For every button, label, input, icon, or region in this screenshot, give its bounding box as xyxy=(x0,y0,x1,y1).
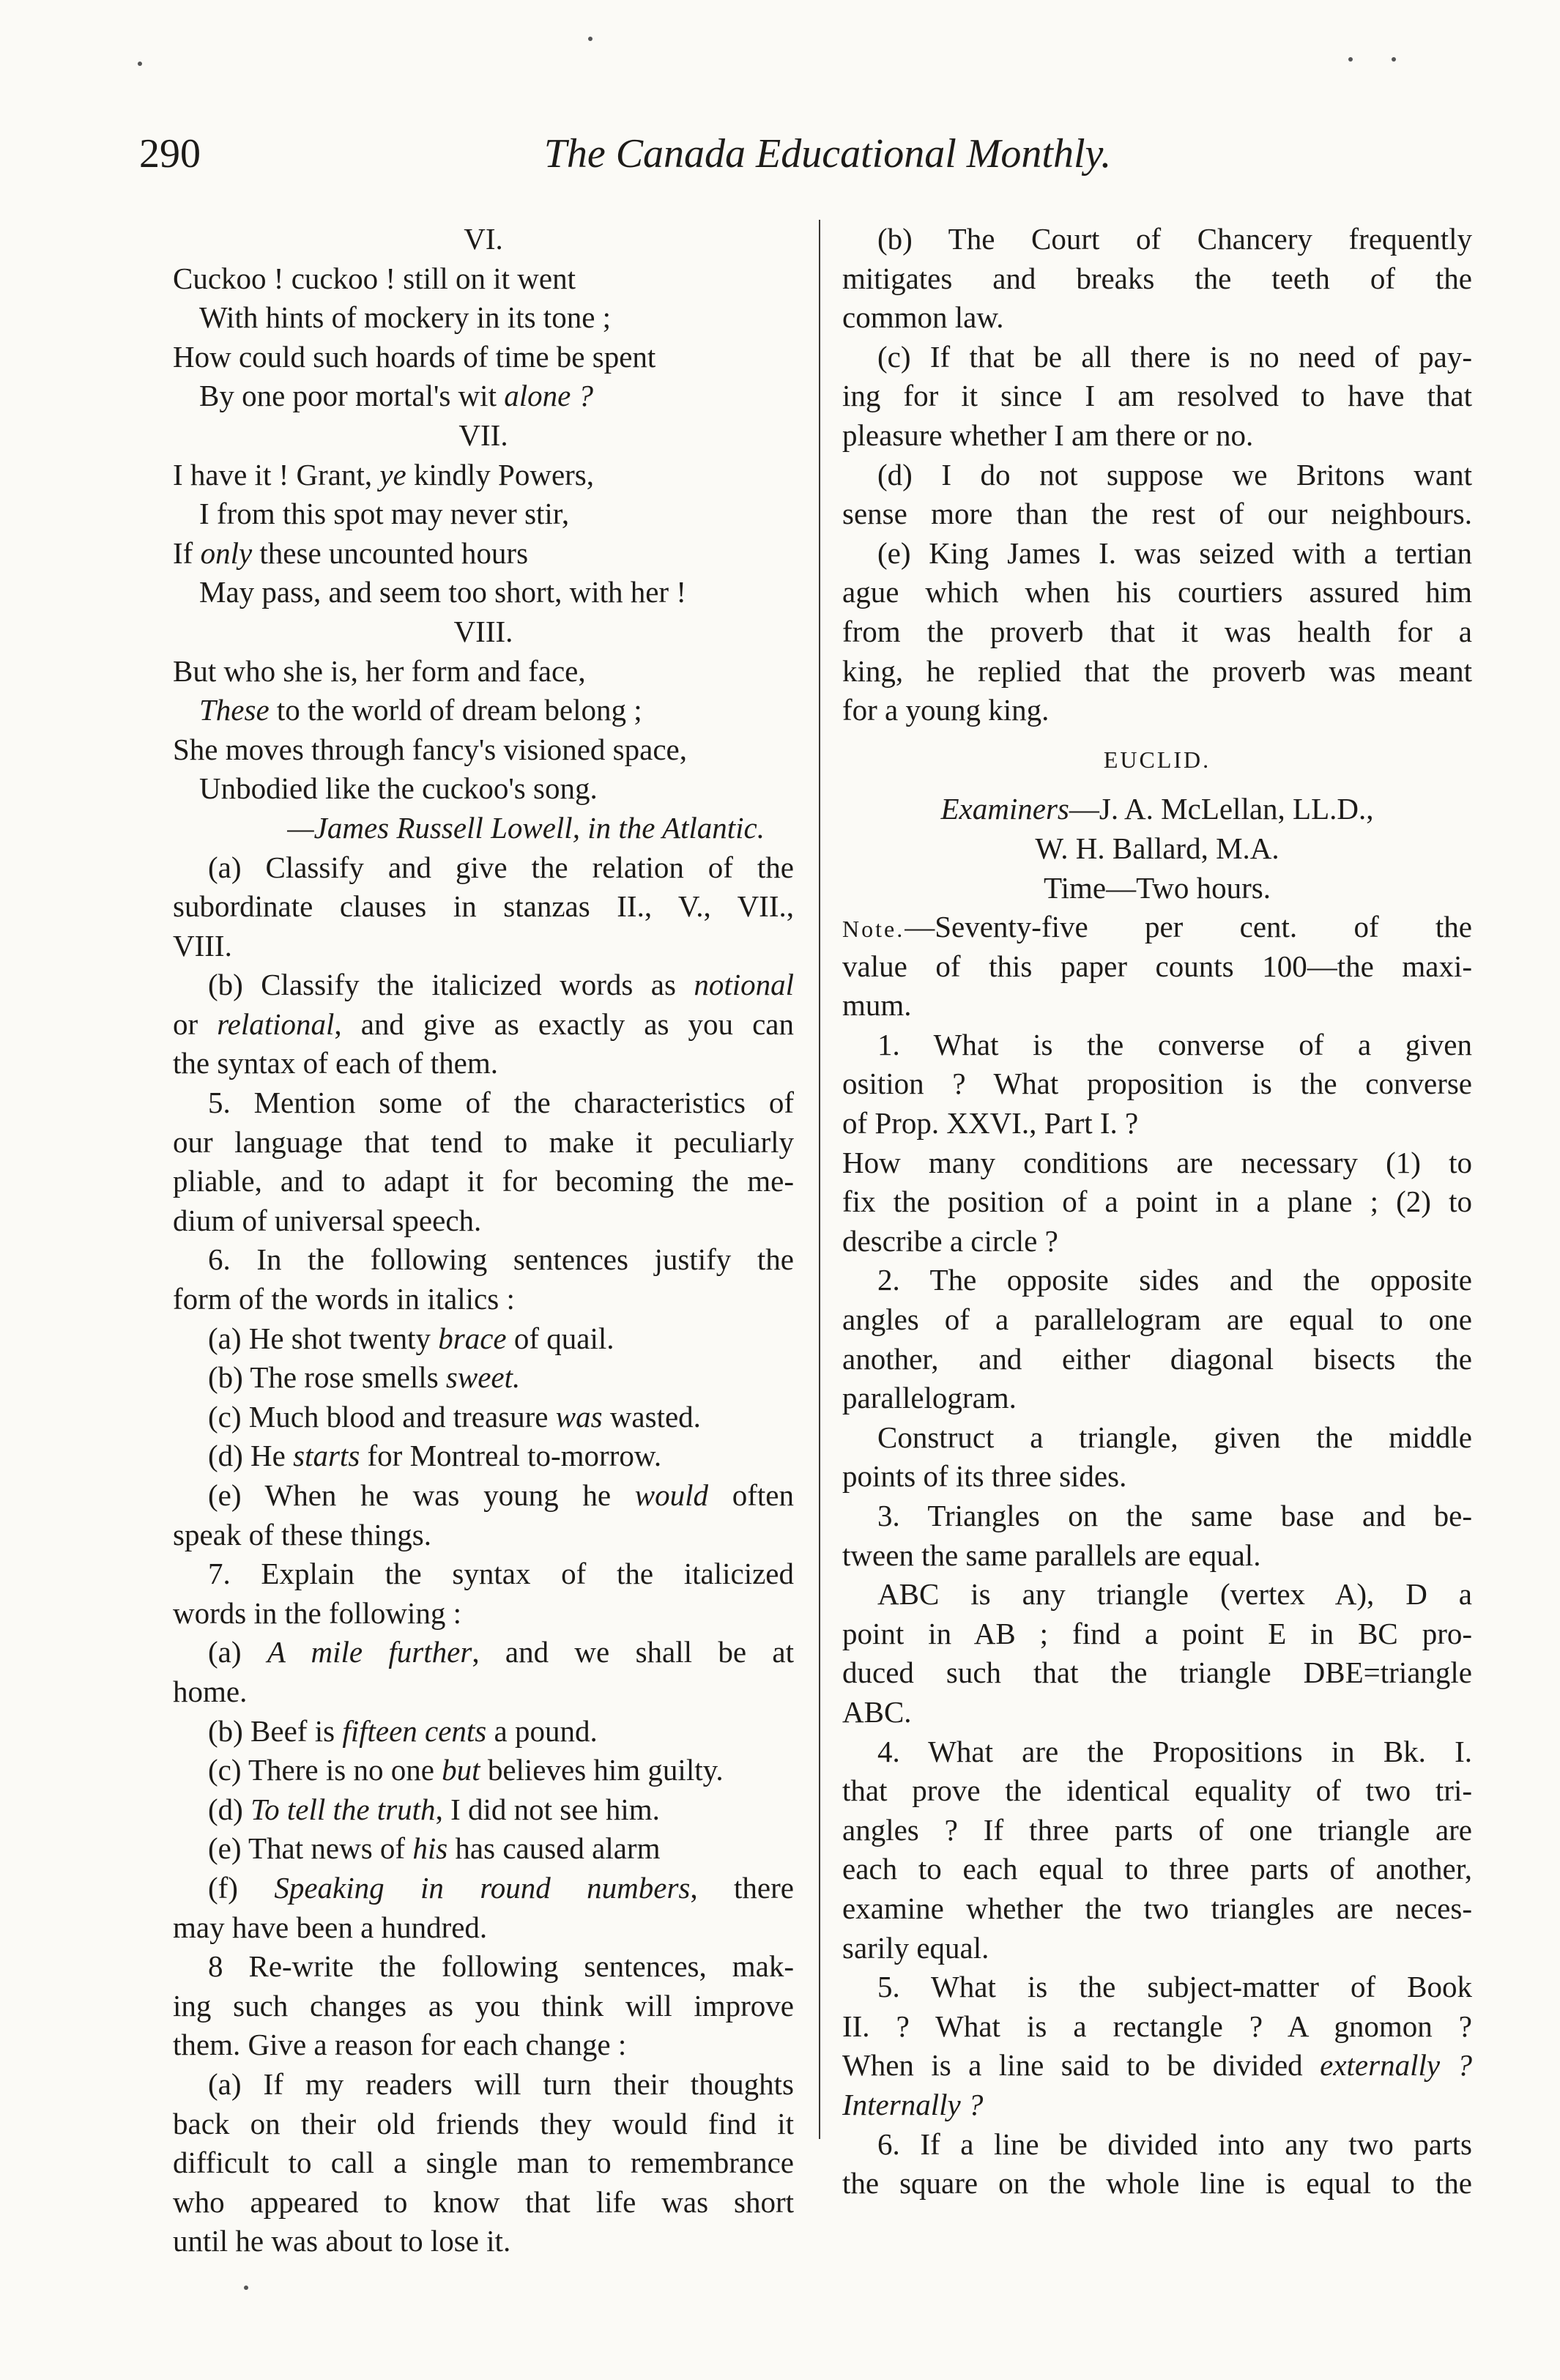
question-line: describe a circle ? xyxy=(842,1223,1058,1258)
scan-speck xyxy=(244,2286,248,2290)
scan-speck xyxy=(138,62,142,66)
poem-line: She moves through fancy's visioned space, xyxy=(173,732,687,766)
question-line: king, he replied that the proverb was meant xyxy=(842,653,1472,688)
question-line: home. xyxy=(173,1674,248,1708)
question-line: each to each equal to three parts of another, xyxy=(842,1852,1472,1886)
poem-line: May pass, and seem too short, with her ! xyxy=(199,575,686,609)
question-line: until he was about to lose it. xyxy=(173,2224,511,2258)
question-line: angles ? If three parts of one triangle are xyxy=(842,1812,1472,1847)
poem-line: Cuckoo ! cuckoo ! still on it went xyxy=(173,261,576,295)
question-line: ague which when his courtiers assured him xyxy=(842,575,1472,609)
question-line: VIII. xyxy=(173,928,232,963)
question-line: ABC. xyxy=(842,1694,912,1729)
question-line: difficult to call a single man to remembrance xyxy=(173,2146,794,2180)
poem-attribution: —James Russell Lowell, in the Atlantic. xyxy=(287,810,765,845)
poem-line: These to the world of dream belong ; xyxy=(199,693,642,727)
poem-line: With hints of mockery in its tone ; xyxy=(199,300,612,335)
poem-line: How could such hoards of time be spent xyxy=(173,339,656,374)
question-line: examine whether the two triangles are neces- xyxy=(842,1891,1472,1925)
examiners-line: Examiners—J. A. McLellan, LL.D., xyxy=(940,792,1374,826)
question-line: sense more than the rest of our neighbours. xyxy=(842,497,1472,531)
page-number: 290 xyxy=(139,131,201,177)
note-line: Note.—Seventy-five per cent. of the xyxy=(842,910,1472,944)
question-line: Construct a triangle, given the middle xyxy=(877,1420,1472,1454)
question-line: How many conditions are necessary (1) to xyxy=(842,1145,1472,1179)
question-line: mitigates and breaks the teeth of the xyxy=(842,261,1472,295)
question-line: (f) Speaking in round numbers, there xyxy=(208,1870,794,1905)
question-line: (d) I do not suppose we Britons want xyxy=(877,457,1472,492)
question-line: tween the same parallels are equal. xyxy=(842,1538,1261,1572)
question-line: sarily equal. xyxy=(842,1930,989,1965)
question-line: subordinate clauses in stanzas II., V., VII., xyxy=(173,889,794,924)
scan-speck xyxy=(1392,57,1396,62)
scan-speck xyxy=(1348,57,1353,62)
question-line: points of its three sides. xyxy=(842,1459,1127,1494)
question-line: (e) King James I. was seized with a tertian xyxy=(877,535,1472,570)
question-line: (d) He starts for Montreal to-morrow. xyxy=(208,1439,662,1473)
examiners-line: W. H. Ballard, M.A. xyxy=(1035,831,1279,865)
question-line: ing for it since I am resolved to have that xyxy=(842,379,1472,413)
scan-speck xyxy=(588,37,593,41)
question-line: speak of these things. xyxy=(173,1517,431,1552)
poem-line: If only these uncounted hours xyxy=(173,535,529,570)
question-line: II. ? What is a rectangle ? A gnomon ? xyxy=(842,2009,1472,2043)
question-line: our language that tend to make it peculiarly xyxy=(173,1124,794,1159)
left-column xyxy=(173,220,794,2261)
question-line: common law. xyxy=(842,300,1004,335)
question-line: may have been a hundred. xyxy=(173,1910,488,1944)
question-line: who appeared to know that life was short xyxy=(173,2184,794,2219)
question-line: form of the words in italics : xyxy=(173,1282,515,1316)
question-line: (b) The rose smells sweet. xyxy=(208,1360,521,1395)
question-line: angles of a parallelogram are equal to one xyxy=(842,1302,1472,1337)
question-line: 7. Explain the syntax of the italicized xyxy=(208,1557,794,1591)
question-line: duced such that the triangle DBE=triangle xyxy=(842,1656,1472,1690)
question-line: words in the following : xyxy=(173,1595,462,1630)
question-line: (e) That news of his has caused alarm xyxy=(208,1831,661,1866)
question-line: 6. In the following sentences justify the xyxy=(208,1242,794,1277)
stanza-heading: VIII. xyxy=(453,614,513,648)
stanza-heading: VII. xyxy=(458,418,508,452)
question-line: 5. What is the subject-matter of Book xyxy=(877,1970,1472,2004)
question-line: 5. Mention some of the characteristics of xyxy=(208,1086,794,1120)
question-line: 2. The opposite sides and the opposite xyxy=(877,1263,1472,1297)
question-line: back on their old friends they would find it xyxy=(173,2106,794,2140)
question-line: another, and either diagonal bisects the xyxy=(842,1341,1472,1376)
question-line: (d) To tell the truth, I did not see him. xyxy=(208,1792,660,1826)
question-line: (b) Beef is fifteen cents a pound. xyxy=(208,1713,598,1748)
question-line: parallelogram. xyxy=(842,1381,1017,1415)
question-line: point in AB ; find a point E in BC pro- xyxy=(842,1616,1472,1650)
stanza-heading: VI. xyxy=(464,222,503,256)
question-line: pliable, and to adapt it for becoming the me- xyxy=(173,1164,794,1198)
question-line: ABC is any triangle (vertex A), D a xyxy=(877,1577,1472,1612)
question-line: for a young king. xyxy=(842,693,1050,727)
question-line: (a) If my readers will turn their thoughts xyxy=(208,2066,794,2101)
question-line: of Prop. XXVI., Part I. ? xyxy=(842,1106,1139,1141)
question-line: that prove the identical equality of two tri- xyxy=(842,1773,1472,1808)
question-line: pleasure whether I am there or no. xyxy=(842,418,1254,452)
question-line: 1. What is the converse of a given xyxy=(877,1027,1472,1061)
question-line: (b) The Court of Chancery frequently xyxy=(877,222,1472,256)
poem-line: By one poor mortal's wit alone ? xyxy=(199,379,594,413)
question-line: dium of universal speech. xyxy=(173,1203,482,1237)
question-line: 4. What are the Propositions in Bk. I. xyxy=(877,1734,1472,1768)
question-line: osition ? What proposition is the converse xyxy=(842,1067,1472,1101)
question-line: 3. Triangles on the same base and be- xyxy=(877,1499,1472,1532)
poem-line: Unbodied like the cuckoo's song. xyxy=(199,771,598,806)
question-line: or relational, and give as exactly as you can xyxy=(173,1007,794,1041)
question-line: (e) When he was young he would often xyxy=(208,1478,794,1512)
question-line: 8 Re-write the following sentences, mak- xyxy=(208,1949,794,1984)
question-line: (a) He shot twenty brace of quail. xyxy=(208,1321,614,1355)
question-line: When is a line said to be divided externally ? xyxy=(842,2048,1472,2083)
question-line: Internally ? xyxy=(842,2087,984,2121)
question-line: (a) A mile further, and we shall be at xyxy=(208,1635,794,1669)
question-line: (c) There is no one but believes him guilty. xyxy=(208,1753,724,1787)
question-line: (b) Classify the italicized words as notional xyxy=(208,968,794,1002)
question-line: fix the position of a point in a plane ; (2) to xyxy=(842,1185,1472,1219)
question-line: them. Give a reason for each change : xyxy=(173,2028,627,2062)
section-heading-euclid: EUCLID. xyxy=(1103,746,1211,773)
question-line: from the proverb that it was health for a xyxy=(842,614,1472,648)
note-line: value of this paper counts 100—the maxi- xyxy=(842,949,1472,983)
question-line: (a) Classify and give the relation of the xyxy=(208,850,794,884)
note-line: mum. xyxy=(842,988,912,1023)
poem-line: I from this spot may never stir, xyxy=(199,497,570,531)
running-title: The Canada Educational Monthly. xyxy=(543,131,1112,177)
page-header xyxy=(139,130,1457,189)
question-line: the syntax of each of them. xyxy=(173,1046,499,1080)
question-line: 6. If a line be divided into any two parts xyxy=(877,2127,1472,2161)
question-line: ing such changes as you think will improve xyxy=(173,1988,794,2023)
right-column xyxy=(842,220,1472,2203)
poem-line: I have it ! Grant, ye kindly Powers, xyxy=(173,457,594,492)
question-line: (c) If that be all there is no need of pay- xyxy=(877,339,1472,374)
time-allowed: Time—Two hours. xyxy=(1044,870,1271,905)
column-divider xyxy=(819,220,820,2139)
question-line: (c) Much blood and treasure was wasted. xyxy=(208,1399,701,1434)
poem-line: But who she is, her form and face, xyxy=(173,653,586,688)
question-line: the square on the whole line is equal to the xyxy=(842,2166,1472,2201)
